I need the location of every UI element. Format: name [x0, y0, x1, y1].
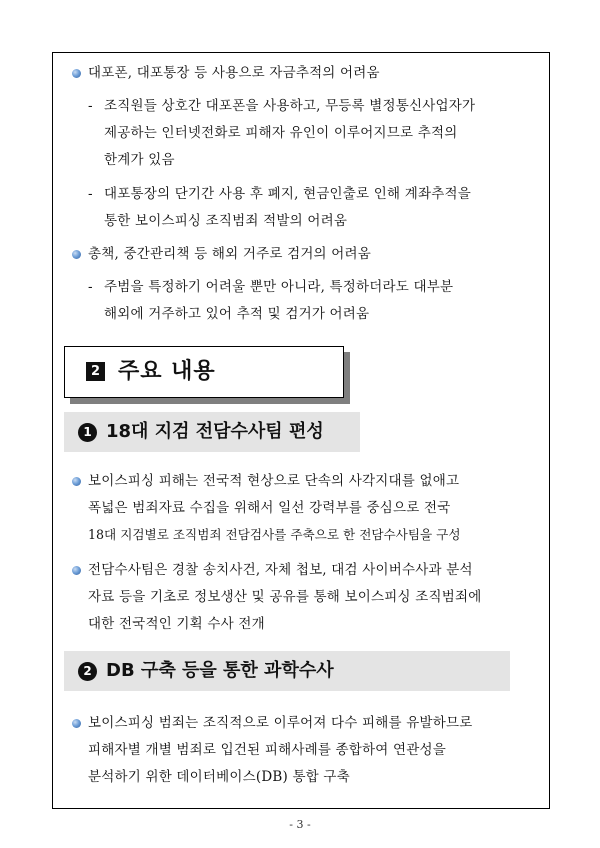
bullet-icon: [72, 719, 81, 728]
bullet-icon: [72, 566, 81, 575]
bullet-icon: [72, 250, 81, 259]
subsection-number: 1: [78, 423, 97, 442]
subsection-title: 18대 지검 전담수사팀 편성: [106, 421, 324, 442]
bullet-icon: [72, 477, 81, 486]
bullet-text: 총책, 중간관리책 등 해외 거주로 검거의 어려움: [88, 246, 372, 262]
bullet-icon: [72, 69, 81, 78]
bullet-text: 피해자별 개별 범죄로 입건된 피해사례를 종합하여 연관성을: [88, 742, 446, 758]
dash-text: 해외에 거주하고 있어 추적 및 검거가 어려움: [104, 306, 370, 322]
dash-text: 통한 보이스피싱 조직범죄 적발의 어려움: [104, 213, 348, 229]
dash-text: 주범을 특정하기 어려울 뿐만 아니라, 특정하더라도 대부분: [104, 279, 454, 295]
dash-text: 한계가 있음: [104, 152, 175, 168]
dash-text: 제공하는 인터넷전화로 피해자 유인이 이루어지므로 추적의: [104, 125, 458, 141]
bullet-text: 폭넓은 범죄자료 수집을 위해서 일선 강력부를 중심으로 전국: [88, 500, 451, 516]
dash-mark: -: [88, 186, 93, 202]
bullet-text: 대한 전국적인 기획 수사 전개: [88, 616, 265, 632]
dash-mark: -: [88, 98, 93, 114]
section-title: 주요 내용: [118, 359, 216, 384]
section-number: 2: [86, 362, 105, 381]
subsection-title: DB 구축 등을 통한 과학수사: [106, 660, 334, 681]
dash-mark: -: [88, 279, 93, 295]
bullet-text: 분석하기 위한 데이터베이스(DB) 통합 구축: [88, 769, 350, 785]
bullet-text: 보이스피싱 피해는 전국적 현상으로 단속의 사각지대를 없애고: [88, 473, 460, 489]
subsection-number: 2: [78, 662, 97, 681]
bullet-text: 대포폰, 대포통장 등 사용으로 자금추적의 어려움: [88, 65, 380, 81]
dash-text: 조직원들 상호간 대포폰을 사용하고, 무등록 별정통신사업자가: [104, 98, 476, 114]
bullet-text: 전담수사팀은 경찰 송치사건, 자체 첩보, 대검 사이버수사과 분석: [88, 562, 473, 578]
bullet-text: 자료 등을 기초로 정보생산 및 공유를 통해 보이스피싱 조직범죄에: [88, 589, 482, 605]
bullet-text: 18대 지검별로 조직범죄 전담검사를 주축으로 한 전담수사팀을 구성: [88, 527, 461, 542]
page-number: - 3 -: [289, 818, 311, 831]
bullet-text: 보이스피싱 범죄는 조직적으로 이루어져 다수 피해를 유발하므로: [88, 715, 473, 731]
dash-text: 대포통장의 단기간 사용 후 폐지, 현금인출로 인해 계좌추적을: [104, 186, 471, 202]
